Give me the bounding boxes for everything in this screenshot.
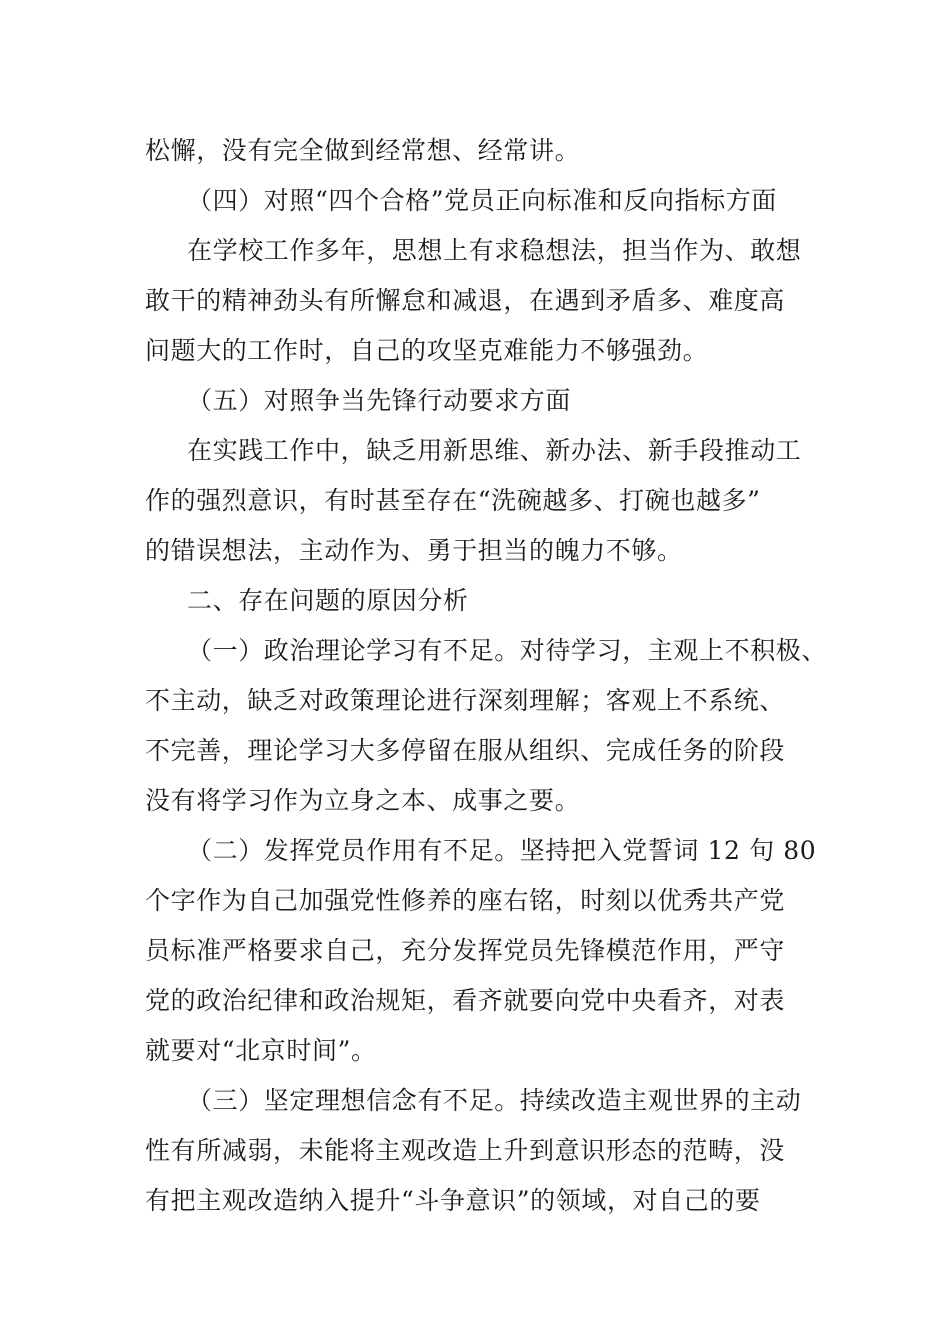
paragraph-line: 个字作为自己加强党性修养的座右铭，时刻以优秀共产党 (145, 886, 786, 915)
chapter-heading-two: 二、存在问题的原因分析 (187, 586, 469, 615)
paragraph-line: 性有所减弱，未能将主观改造上升到意识形态的范畴，没 (145, 1136, 786, 1165)
paragraph-line: 就要对“北京时间”。 (145, 1036, 377, 1065)
paragraph-line: 问题大的工作时，自己的攻坚克难能力不够强劲。 (145, 336, 709, 365)
paragraph-line: 作的强烈意识，有时甚至存在“洗碗越多、打碗也越多” (145, 486, 761, 515)
paragraph-line: 不完善，理论学习大多停留在服从组织、完成任务的阶段 (145, 736, 786, 765)
paragraph-line: 有把主观改造纳入提升“斗争意识”的领域，对自己的要 (145, 1186, 761, 1215)
paragraph-line: 在实践工作中，缺乏用新思维、新办法、新手段推动工 (187, 436, 802, 465)
paragraph-line: （二）发挥党员作用有不足。坚持把入党誓词 12 句 80 (187, 836, 817, 865)
paragraph-line: 在学校工作多年，思想上有求稳想法，担当作为、敢想 (187, 236, 802, 265)
paragraph-line: 党的政治纪律和政治规矩，看齐就要向党中央看齐，对表 (145, 986, 786, 1015)
section-heading-four: （四）对照“四个合格”党员正向标准和反向指标方面 (187, 186, 777, 215)
paragraph-line: 不主动，缺乏对政策理论进行深刻理解；客观上不系统、 (145, 686, 786, 715)
paragraph-line: （三）坚定理想信念有不足。持续改造主观世界的主动 (187, 1086, 802, 1115)
paragraph-line: 敢干的精神劲头有所懈怠和减退，在遇到矛盾多、难度高 (145, 286, 786, 315)
paragraph-line: 没有将学习作为立身之本、成事之要。 (145, 786, 581, 815)
paragraph-line: 的错误想法，主动作为、勇于担当的魄力不够。 (145, 536, 683, 565)
document-body (145, 126, 828, 1226)
paragraph-line: 松懈，没有完全做到经常想、经常讲。 (145, 136, 581, 165)
paragraph-line: 员标准严格要求自己，充分发挥党员先锋模范作用，严守 (145, 936, 786, 965)
section-heading-five: （五）对照争当先锋行动要求方面 (187, 386, 572, 415)
paragraph-line: （一）政治理论学习有不足。对待学习，主观上不积极、 (187, 636, 828, 665)
